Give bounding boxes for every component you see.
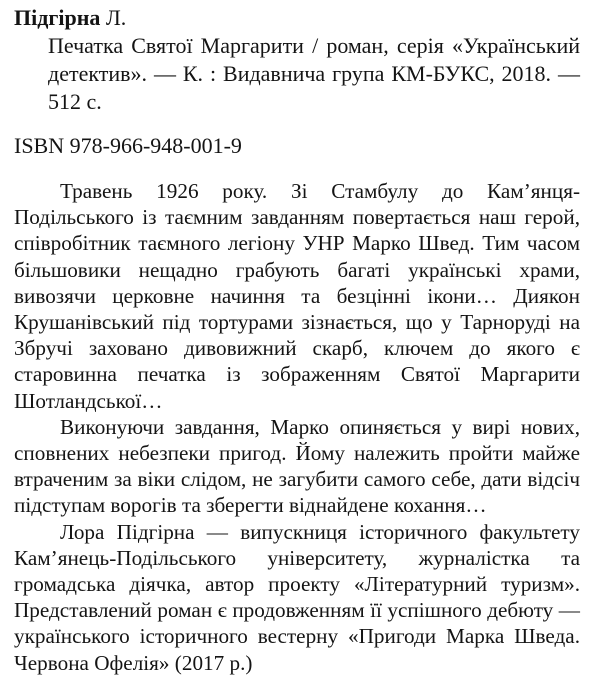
bibliographic-description: Печатка Святої Маргарити / роман, серія «Український детектив». — К. : Видавнича група КМ-БУКС, 2018. — 512 с. [48, 33, 580, 114]
annotation-paragraph-2: Виконуючи завдання, Марко опиняється у вирі нових, сповнених небезпеки пригод. Йому належить пройти майже втраченим за віки слідом, не загубити самого себе, дати відсіч підступам ворогів та зберегти віднайдене кохання… [14, 414, 580, 518]
annotation-paragraph-3: Лора Підгірна — випускниця історичного факультету Кам’янець-Подільського університету, журналістка та громадська діячка, автор проекту «Літературний туризм». Представлений роман є продовженням її успішного дебюту — українського історичного вестерну «Пригоди Марка Шведа. Червона Офелія» (2017 р.) [14, 519, 580, 675]
annotation [14, 178, 580, 676]
catalog-entry [14, 4, 580, 32]
isbn: ISBN 978-966-948-001-9 [14, 133, 242, 158]
author-surname: Підгірна [14, 5, 101, 30]
author-initial: Л. [105, 5, 127, 30]
annotation-paragraph-1: Травень 1926 року. Зі Стамбулу до Кам’янця-Подільського із таємним завданням повертається наш герой, співробітник таємного легіону УНР Марко Швед. Тим часом більшовики нещадно грабують багаті українські храми, вивозячи церковне начиння та безцінні ікони… Диякон Крушанівський під тортурами зізнається, що у Тарноруді на Збручі заховано дивовижний скарб, ключем до якого є старовинна печатка із зображенням Святої Маргарити Шотландської… [14, 179, 580, 413]
